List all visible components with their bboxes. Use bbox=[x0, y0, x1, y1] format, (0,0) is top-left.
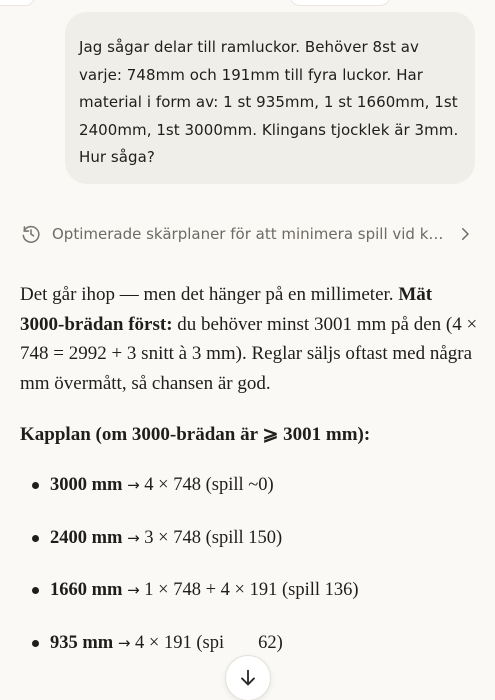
arrow-right-icon: → bbox=[127, 581, 140, 599]
thinking-summary-row[interactable] bbox=[20, 217, 475, 251]
list-item bbox=[20, 629, 480, 657]
intro-rest-text: du behöver minst 3001 mm på den (4 × 748 = 2992 + 3 snitt à 3 mm). Reglar säljs oftast med några mm övermått, så chansen är god. bbox=[20, 313, 478, 394]
list-item bbox=[20, 471, 480, 499]
cut-description: 4 × 748 (spill ~0) bbox=[139, 475, 274, 495]
arrow-down-icon bbox=[237, 667, 259, 689]
board-length: 935 mm bbox=[50, 632, 114, 653]
arrow-right-icon: → bbox=[127, 528, 140, 547]
previous-message-controls bbox=[0, 0, 495, 6]
scroll-to-bottom-button[interactable] bbox=[225, 655, 271, 700]
list-item bbox=[20, 576, 480, 604]
assistant-answer bbox=[20, 280, 480, 681]
user-message-text: Jag sågar delar till ramluckor. Behöver 8st av varje: 748mm och 191mm till fyra luckor. Har material i form av: 1 st 935mm, 1 st 1660mm, 1st 2400mm, 1st 3000mm. Klingans tjocklek är 3mm. Hur såga? bbox=[79, 38, 459, 166]
cut-description-tail: 62) bbox=[258, 632, 283, 653]
user-message-bubble bbox=[65, 12, 475, 184]
cut-description: 3 × 748 (spill 150) bbox=[139, 527, 283, 548]
bullet-icon bbox=[32, 587, 39, 594]
board-length: 2400 mm bbox=[50, 527, 123, 548]
intro-bold-text: Mät 3000-brädan först: bbox=[20, 284, 433, 335]
answer-intro bbox=[20, 280, 480, 398]
bullet-icon bbox=[32, 482, 39, 489]
cut-description: 1 × 748 + 4 × 191 (spill 136) bbox=[139, 580, 359, 600]
bullet-icon bbox=[32, 640, 39, 647]
list-item bbox=[20, 524, 480, 552]
cut-description: 4 × 191 (spi bbox=[130, 632, 225, 653]
arrow-right-icon: → bbox=[117, 633, 131, 652]
board-length: 3000 mm bbox=[50, 475, 123, 495]
clock-icon bbox=[20, 223, 42, 245]
cutting-plan-list bbox=[20, 471, 480, 657]
chevron-right-icon[interactable] bbox=[455, 224, 475, 244]
previous-control-left[interactable] bbox=[0, 0, 35, 6]
cutting-plan-heading: Kapplan (om 3000-brädan är ⩾ 3001 mm): bbox=[20, 424, 371, 445]
thinking-summary-label: Optimerade skärplaner för att minimera spill vid k… bbox=[52, 225, 444, 243]
board-length: 1660 mm bbox=[50, 580, 123, 600]
previous-control-right[interactable] bbox=[290, 0, 390, 6]
bullet-icon bbox=[32, 535, 39, 542]
arrow-right-icon: → bbox=[127, 476, 140, 494]
intro-plain-text: Det går ihop — men det hänger på en millimeter. bbox=[20, 284, 399, 305]
